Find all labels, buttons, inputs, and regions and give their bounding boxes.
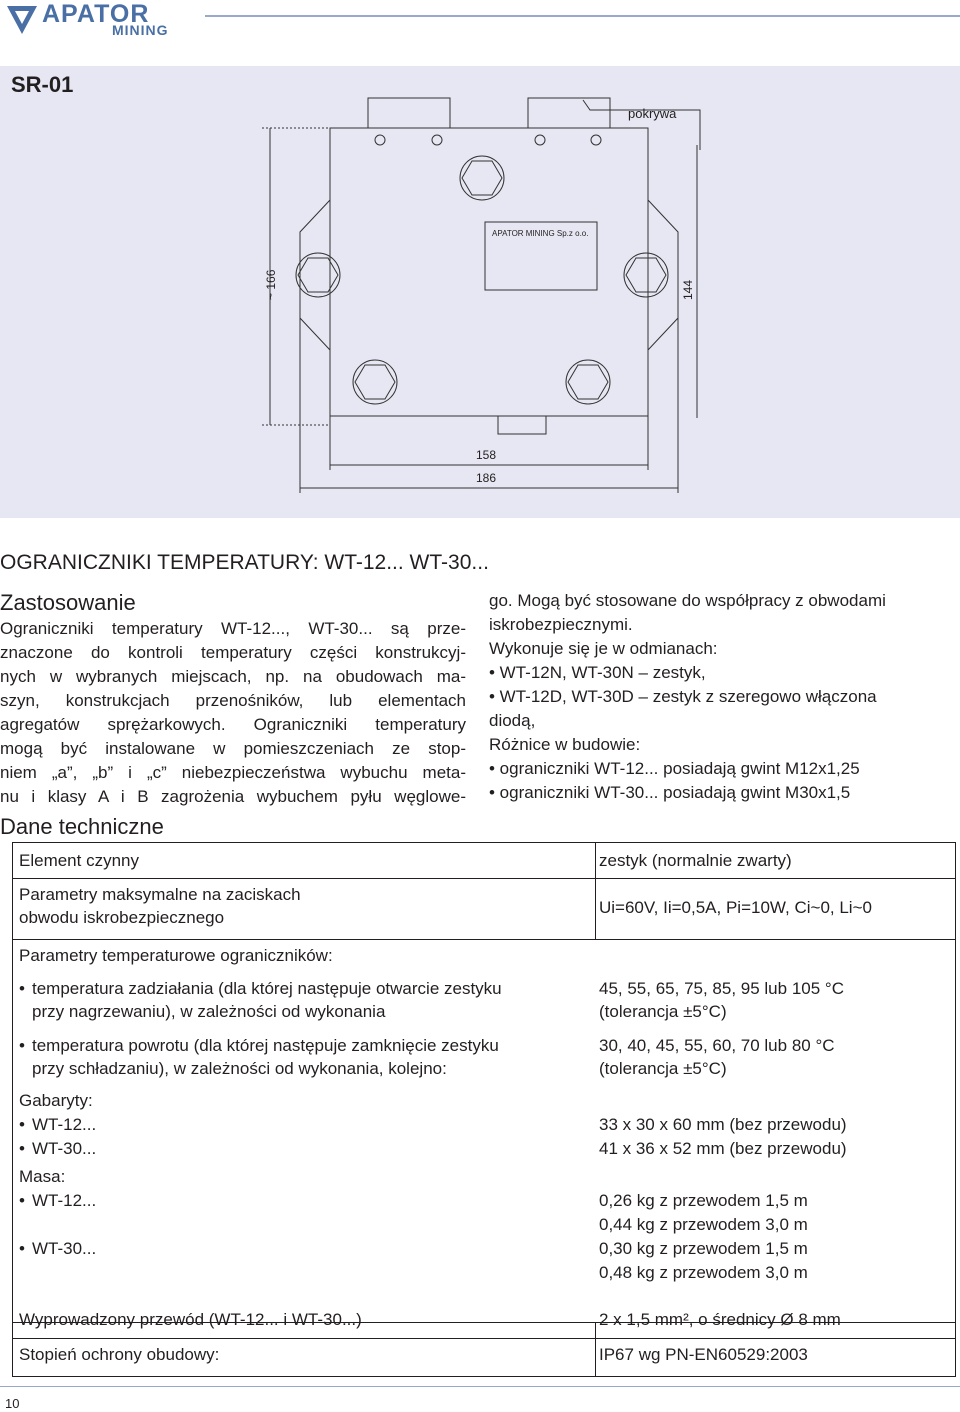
usage-line: Wykonuje się je w odmianach:	[489, 639, 718, 658]
usage-line: niem „a”, „b” i „c” niebezpieczeństwa wybuchu meta-	[0, 763, 466, 782]
trip-temp-value	[599, 977, 844, 1023]
ip-value: IP67 wg PN-EN60529:2003	[599, 1345, 808, 1364]
trip-label-line: • temperatura zadziałania (dla której następuje otwarcie zestyku	[32, 979, 502, 998]
dim-height-right: 144	[681, 279, 695, 300]
usage-line: mogą być instalowane w pomieszczeniach ze stop-	[0, 739, 466, 758]
page-number: 10	[5, 1396, 20, 1411]
usage-line: • WT-12D, WT-30D – zestyk z szeregowo włączona	[489, 687, 877, 706]
lead-label: Wyprowadzony przewód (WT-12... i WT-30...)	[19, 1310, 362, 1329]
usage-line: agregatów sprężarkowych. Ograniczniki temperatury	[0, 715, 466, 734]
active-element-value: zestyk (normalnie zwarty)	[599, 851, 792, 870]
dims-item: • WT-12...	[32, 1113, 96, 1136]
mass-value: 0,48 kg z przewodem 3,0 m	[599, 1263, 808, 1282]
mass-value: 0,30 kg z przewodem 1,5 m	[599, 1239, 808, 1258]
mass-label: Masa:	[19, 1167, 66, 1186]
table-divider	[13, 939, 955, 940]
dims-value: 41 x 36 x 52 mm (bez przewodu)	[599, 1139, 847, 1158]
max-params-value: Ui=60V, Ii=0,5A, Pi=10W, Ci~0, Li~0	[599, 898, 872, 917]
trip-temp-label	[32, 977, 502, 1023]
usage-line: go. Mogą być stosowane do współpracy z obwodami	[489, 591, 886, 610]
mass-item: • WT-30...	[32, 1237, 96, 1260]
usage-line: • ograniczniki WT-30... posiadają gwint M30x1,5	[489, 783, 851, 802]
logo-mark-icon	[6, 3, 38, 35]
dim-height-left: ~ 166	[264, 269, 278, 300]
nameplate-text: APATOR MINING Sp.z o.o.	[492, 229, 589, 238]
usage-line: szyn, konstrukcjach przenośników, lub elementach	[0, 691, 466, 710]
trip-value-line: 45, 55, 65, 75, 85, 95 lub 105 °C	[599, 979, 844, 998]
max-params-label	[19, 883, 301, 929]
technical-drawing	[0, 66, 960, 518]
usage-line: diodą,	[489, 711, 536, 730]
usage-line: nych w wybranych miejscach, np. na obudowach ma-	[0, 667, 466, 686]
company-logo	[0, 0, 200, 40]
header-divider	[205, 15, 960, 17]
usage-line: Różnice w budowie:	[489, 735, 641, 754]
table-divider	[595, 843, 596, 939]
max-params-label-line: obwodu iskrobezpiecznego	[19, 908, 225, 927]
usage-line: • WT-12N, WT-30N – zestyk,	[489, 663, 706, 682]
dim-width-outer: 186	[476, 471, 497, 485]
return-temp-value	[599, 1034, 835, 1080]
dim-width-inner: 158	[476, 448, 497, 462]
usage-heading: Zastosowanie	[0, 590, 136, 615]
mass-value: 0,26 kg z przewodem 1,5 m	[599, 1191, 808, 1210]
usage-right-column	[489, 589, 955, 805]
trip-label-line: przy nagrzewaniu), w zależności od wykonania	[32, 1002, 386, 1021]
page-title: OGRANICZNIKI TEMPERATURY: WT-12... WT-30...	[0, 551, 489, 574]
dims-value: 33 x 30 x 60 mm (bez przewodu)	[599, 1115, 847, 1134]
active-element-label: Element czynny	[19, 851, 139, 870]
return-value-line: 30, 40, 45, 55, 60, 70 lub 80 °C	[599, 1036, 835, 1055]
model-name: SR-01	[11, 72, 74, 97]
tech-heading: Dane techniczne	[0, 814, 164, 839]
max-params-label-line: Parametry maksymalne na zaciskach	[19, 885, 301, 904]
return-value-line: (tolerancja ±5°C)	[599, 1059, 727, 1078]
dims-item: • WT-30...	[32, 1137, 96, 1160]
return-label-line: • temperatura powrotu (dla której następuje zamknięcie zestyku	[32, 1036, 499, 1055]
ip-label: Stopień ochrony obudowy:	[19, 1345, 220, 1364]
temp-params-label: Parametry temperaturowe ograniczników:	[19, 946, 333, 965]
usage-line: nu i klasy A i B zagrożenia wybuchem pyłu węglowe-	[0, 787, 466, 806]
spec-table	[12, 842, 956, 1377]
logo-brand: APATOR	[42, 0, 150, 28]
usage-line: Ograniczniki temperatury WT-12..., WT-30... są prze-	[0, 619, 466, 638]
table-divider	[595, 1322, 596, 1376]
usage-line: • ograniczniki WT-12... posiadają gwint M12x1,25	[489, 759, 860, 778]
lead-value: 2 x 1,5 mm², o średnicy Ø 8 mm	[599, 1310, 841, 1329]
usage-line: iskrobezpiecznymi.	[489, 615, 633, 634]
mass-item: • WT-12...	[32, 1189, 96, 1212]
table-divider	[13, 878, 955, 879]
table-divider	[13, 1338, 955, 1339]
return-label-line: przy schładzaniu), w zależności od wykonania, kolejno:	[32, 1059, 447, 1078]
footer-divider	[0, 1386, 960, 1387]
mass-value: 0,44 kg z przewodem 3,0 m	[599, 1215, 808, 1234]
dims-label: Gabaryty:	[19, 1091, 93, 1110]
usage-line: znaczone do kontroli temperatury części konstrukcyj-	[0, 643, 466, 662]
return-temp-label	[32, 1034, 499, 1080]
logo-subbrand: MINING	[112, 22, 169, 38]
cover-label: pokrywa	[628, 106, 677, 121]
trip-value-line: (tolerancja ±5°C)	[599, 1002, 727, 1021]
usage-left-column	[0, 617, 466, 809]
